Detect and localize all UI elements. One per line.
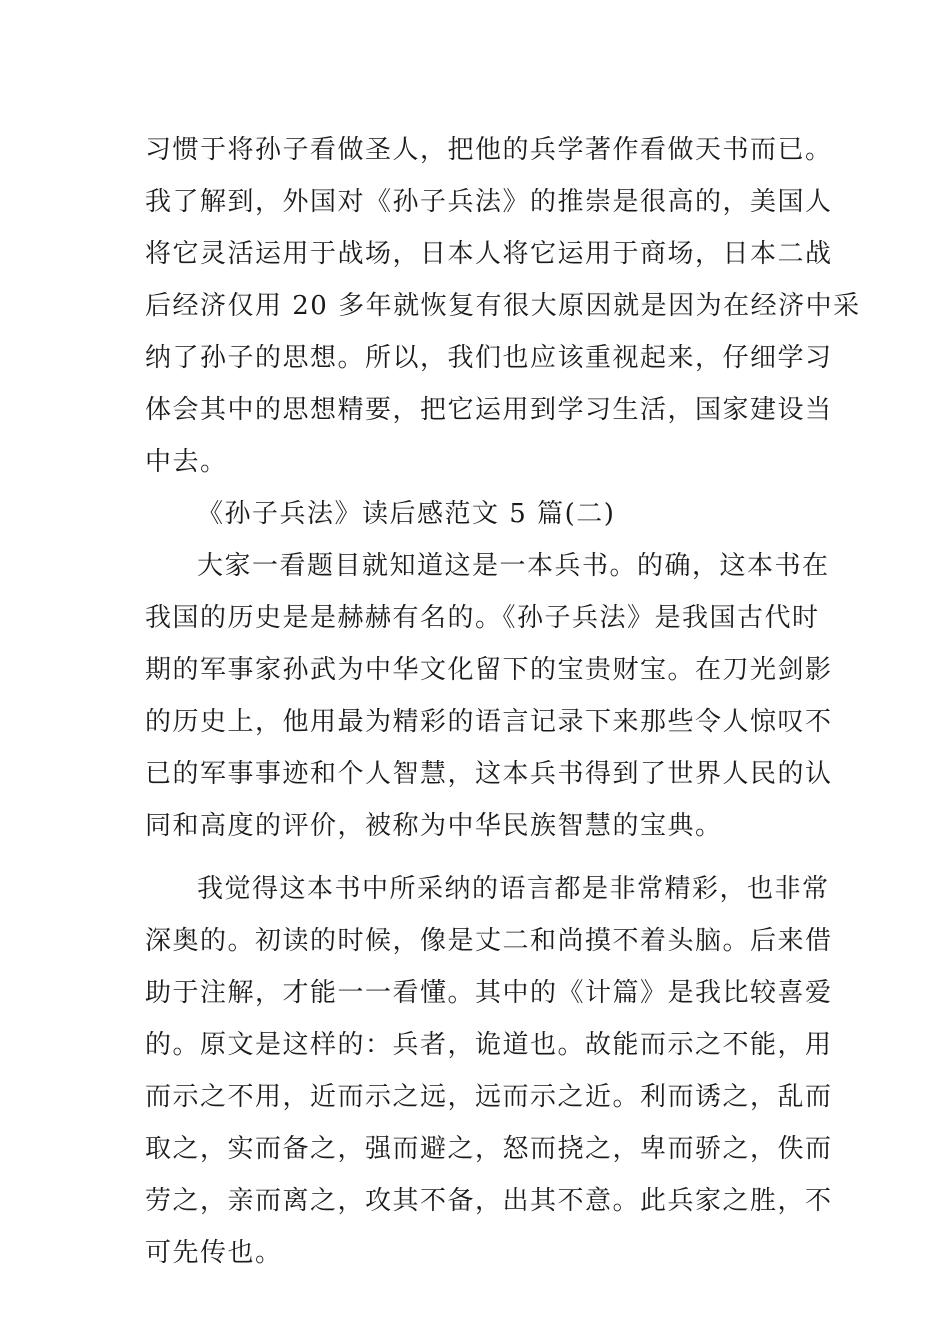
paragraph-intro — [145, 540, 833, 852]
text-line: 劳之，亲而离之，攻其不备，出其不意。此兵家之胜，不 — [145, 1186, 833, 1216]
section-heading: 《孙子兵法》读后感范文 5 篇(二) — [197, 499, 616, 529]
text-line: 助于注解，才能一一看懂。其中的《计篇》是我比较喜爱 — [145, 978, 833, 1008]
text-line: 我国的历史是是赫赫有名的。《孙子兵法》是我国古代时 — [145, 603, 820, 633]
text-line: 而示之不用，近而示之远，远而示之近。利而诱之，乱而 — [145, 1082, 833, 1112]
text-line: 可先传也。 — [145, 1238, 283, 1268]
paragraph-continuation — [145, 124, 861, 488]
text-line: 我觉得这本书中所采纳的语言都是非常精彩，也非常 — [197, 874, 830, 904]
text-line: 大家一看题目就知道这是一本兵书。的确，这本书在 — [197, 551, 830, 581]
text-line: 深奥的。初读的时候，像是丈二和尚摸不着头脑。后来借 — [145, 926, 833, 956]
text-line: 中去。 — [145, 447, 228, 477]
document-body — [145, 124, 861, 1279]
text-line: 取之，实而备之，强而避之，怒而挠之，卑而骄之，佚而 — [145, 1134, 833, 1164]
text-line: 的。原文是这样的：兵者，诡道也。故能而示之不能，用 — [145, 1030, 833, 1060]
text-line: 我了解到，外国对《孙子兵法》的推崇是很高的，美国人 — [145, 187, 833, 217]
text-line: 期的军事家孙武为中华文化留下的宝贵财宝。在刀光剑影 — [145, 655, 833, 685]
text-line: 同和高度的评价，被称为中华民族智慧的宝典。 — [145, 811, 723, 841]
text-line: 体会其中的思想精要，把它运用到学习生活，国家建设当 — [145, 395, 833, 425]
paragraph-quote — [145, 863, 833, 1279]
text-line: 纳了孙子的思想。所以，我们也应该重视起来，仔细学习 — [145, 343, 833, 373]
text-line: 习惯于将孙子看做圣人，把他的兵学著作看做天书而已。 — [145, 135, 833, 165]
text-line: 的历史上，他用最为精彩的语言记录下来那些令人惊叹不 — [145, 707, 833, 737]
text-line: 将它灵活运用于战场，日本人将它运用于商场，日本二战 — [145, 239, 833, 269]
text-line: 后经济仅用 20 多年就恢复有很大原因就是因为在经济中采 — [145, 291, 861, 321]
text-line: 已的军事事迹和个人智慧，这本兵书得到了世界人民的认 — [145, 759, 833, 789]
